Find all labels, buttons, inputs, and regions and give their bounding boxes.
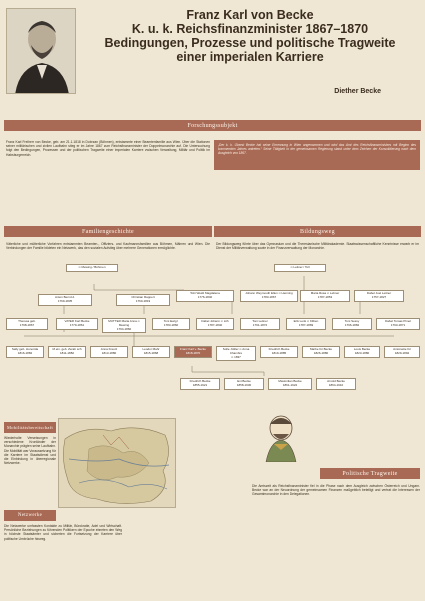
tree-node-top-right: ∞ Leitner / Toll (274, 264, 326, 272)
mobility-paragraph: Wiederholte Versetzungen in verschiedene Kronländer der Monarchie prägten seine Laufbahn. Die Mobilität war Voraussetzung für die Karriere im Staatsdienst und die Einbindung in überregionale Netzwerke. (4, 436, 56, 466)
section-networks-header: Netzwerke (4, 510, 56, 521)
tree-node: Toni Leitner 1791-1872 (240, 318, 280, 330)
tree-node: Sofie Jüttler ∞ Anna Chambre ∞ 1837 (216, 346, 256, 361)
research-quote: „Der k. k. Oberst Becke hat seine Ernennung in Wien angenommen und wird das Amt des Reichsfinanzministers mit Beginn des kommenden Jahres antreten.“ Seine Tätigkeit in der gemeinsamen Regierung stand unter dem Zeichen der Konsolidierung nach dem Ausgleich von 1867. (214, 140, 420, 170)
tree-node: Toni Ewig I 1783-1860 (152, 318, 190, 330)
tree-node: Dabel Johann ∞ Lith 1787-1840 (196, 318, 234, 330)
tree-node: Theresa geb. 1798-1867 (6, 318, 48, 330)
tree-node: Friedrich Becke 1819-1885 (260, 346, 298, 358)
author-name: Diether Becke (334, 88, 381, 95)
title-line-3: Bedingungen, Prozesse und politische Tragweite (104, 36, 396, 50)
title-line-1: Franz Karl von Becke (186, 8, 314, 22)
family-tree (4, 266, 421, 408)
historical-map-image (58, 418, 176, 508)
tree-node: Maria Rosa ∞ Lebner 1787-1853 (300, 290, 350, 302)
tree-node-subject: Franz Karl v. Becke 1818-1870 (174, 346, 212, 358)
section-political-header: Politische Tragweite (320, 468, 420, 479)
political-paragraph: Die Amtszeit als Reichsfinanzminister fiel in die Phase nach dem Ausgleich zwischen Österreich und Ungarn. Becke war an der Neuordnung der gemeinsamen Finanzen maßgeblich beteiligt und vertrat die Interessen der Gesamtmonarchie in den Delegationen. (252, 484, 420, 497)
tree-node: M.ein. geb. Zerab sch 1811-1882 (48, 346, 86, 358)
portrait-drawing (7, 9, 76, 94)
family-paragraph: Väterliche und mütterliche Vorfahren entstammten Beamten-, Offiziers- und Kaufmannsfamilien aus Böhmen, Mähren und Wien. Die Verbindungen der Familie bildeten ein Netzwerk, das den sozialen Aufstieg über mehrere Generationen ermöglichte. (6, 242, 210, 251)
section-family-header: Familiengeschichte (4, 226, 212, 237)
map-drawing (59, 419, 176, 508)
tree-node: Anna Kreutz 1813-1880 (90, 346, 128, 358)
tree-node: Arnold Becke 1864-1910 (316, 378, 356, 390)
tree-node: Antoinette für 1829-1892 (384, 346, 420, 358)
research-paragraph: Franz Karl Freiherr von Becke, geb. am 21.1.1818 in Dobrzan (Böhmen), entstammte einer Beamtenfamilie aus Wien. Über die Stationen seiner militärischen und zivilen Laufbahn stieg er im Jahre 1867 zum Reichsfinanzminister der Doppelmonarchie auf. Die Untersuchung folgt den Bedingungen, Prozessen und der politischen Tragweite einer imperialen Karriere zwischen Verwaltung, Militär und Politik im Habsburgerreich. (6, 140, 210, 157)
section-education-header: Bildungsweg (214, 226, 421, 237)
tree-node: Christian Rappert 1760-1819 (116, 294, 170, 306)
education-paragraph: Der Bildungsweg führte über das Gymnasium und die Theresianische Militärakademie. Staatswissenschaftliche Kenntnisse erwarb er im Dienst der Militärverwaltung sowie in der Finanzverwaltung der Monarchie. (216, 242, 419, 251)
tree-node: MUTTER Maria Anna ∞ Mewing 1794-1860 (102, 318, 146, 333)
tree-node: Sally geb. Honorida 1816-1882 (6, 346, 44, 358)
tree-node: Leodor Mahr 1815-1868 (132, 346, 170, 358)
tree-node: Ext Becke 1858-1930 (224, 378, 264, 390)
networks-paragraph: Die Netzwerke umfassten Kontakte zu Militär, Bürokratie, Adel und Wirtschaft. Persönliche Beziehungen zu führenden Politikern der Epoche ebneten den Weg in höchste Staatsämter und sicherten die Fortsetzung der Karriere über politische Umbrüche hinweg. (4, 524, 122, 541)
tree-node: Tobi Weidt Magdalena 1776-1840 (176, 290, 234, 302)
caricature-image (256, 410, 306, 462)
tree-node: Maximilian Becke 1861-1922 (268, 378, 312, 390)
tree-node: Louis Becke 1823-1880 (344, 346, 380, 358)
caricature-drawing (256, 410, 306, 462)
title-line-2: K. u. k. Reichsfinanzminister 1867–1870 (131, 22, 369, 36)
poster-title (80, 8, 420, 64)
section-mobility-header: Mobilitätsbereitschaft (4, 422, 56, 433)
tree-node: VATER Karl Becke 1779-1861 (56, 318, 98, 330)
tree-node: Anton Bernd d. 1769-1835 (38, 294, 92, 306)
tree-node-top-left: ∞ Mewing / Böhmen (66, 264, 118, 272)
tree-node: Dabel Joel Leitner 1757-1827 (354, 290, 404, 302)
tree-node: Toni Sessy 1796-1882 (332, 318, 372, 330)
tree-node: Johann Weymouth Ellen ∞ Henning 1783-1867 (240, 290, 298, 302)
section-research-header: Forschungssubjekt (4, 120, 421, 131)
title-line-4: einer imperialen Karriere (176, 50, 324, 64)
tree-node: Dabel Tomas Pimel 1793-1871 (376, 318, 420, 330)
tree-node: Erik Lenk ∞ Kliben 1787-1869 (286, 318, 326, 330)
tree-node: Marbe für Becke 1826-1880 (302, 346, 340, 358)
portrait-image (6, 8, 76, 94)
tree-node: Friedrich Becke 1855-1921 (180, 378, 220, 390)
